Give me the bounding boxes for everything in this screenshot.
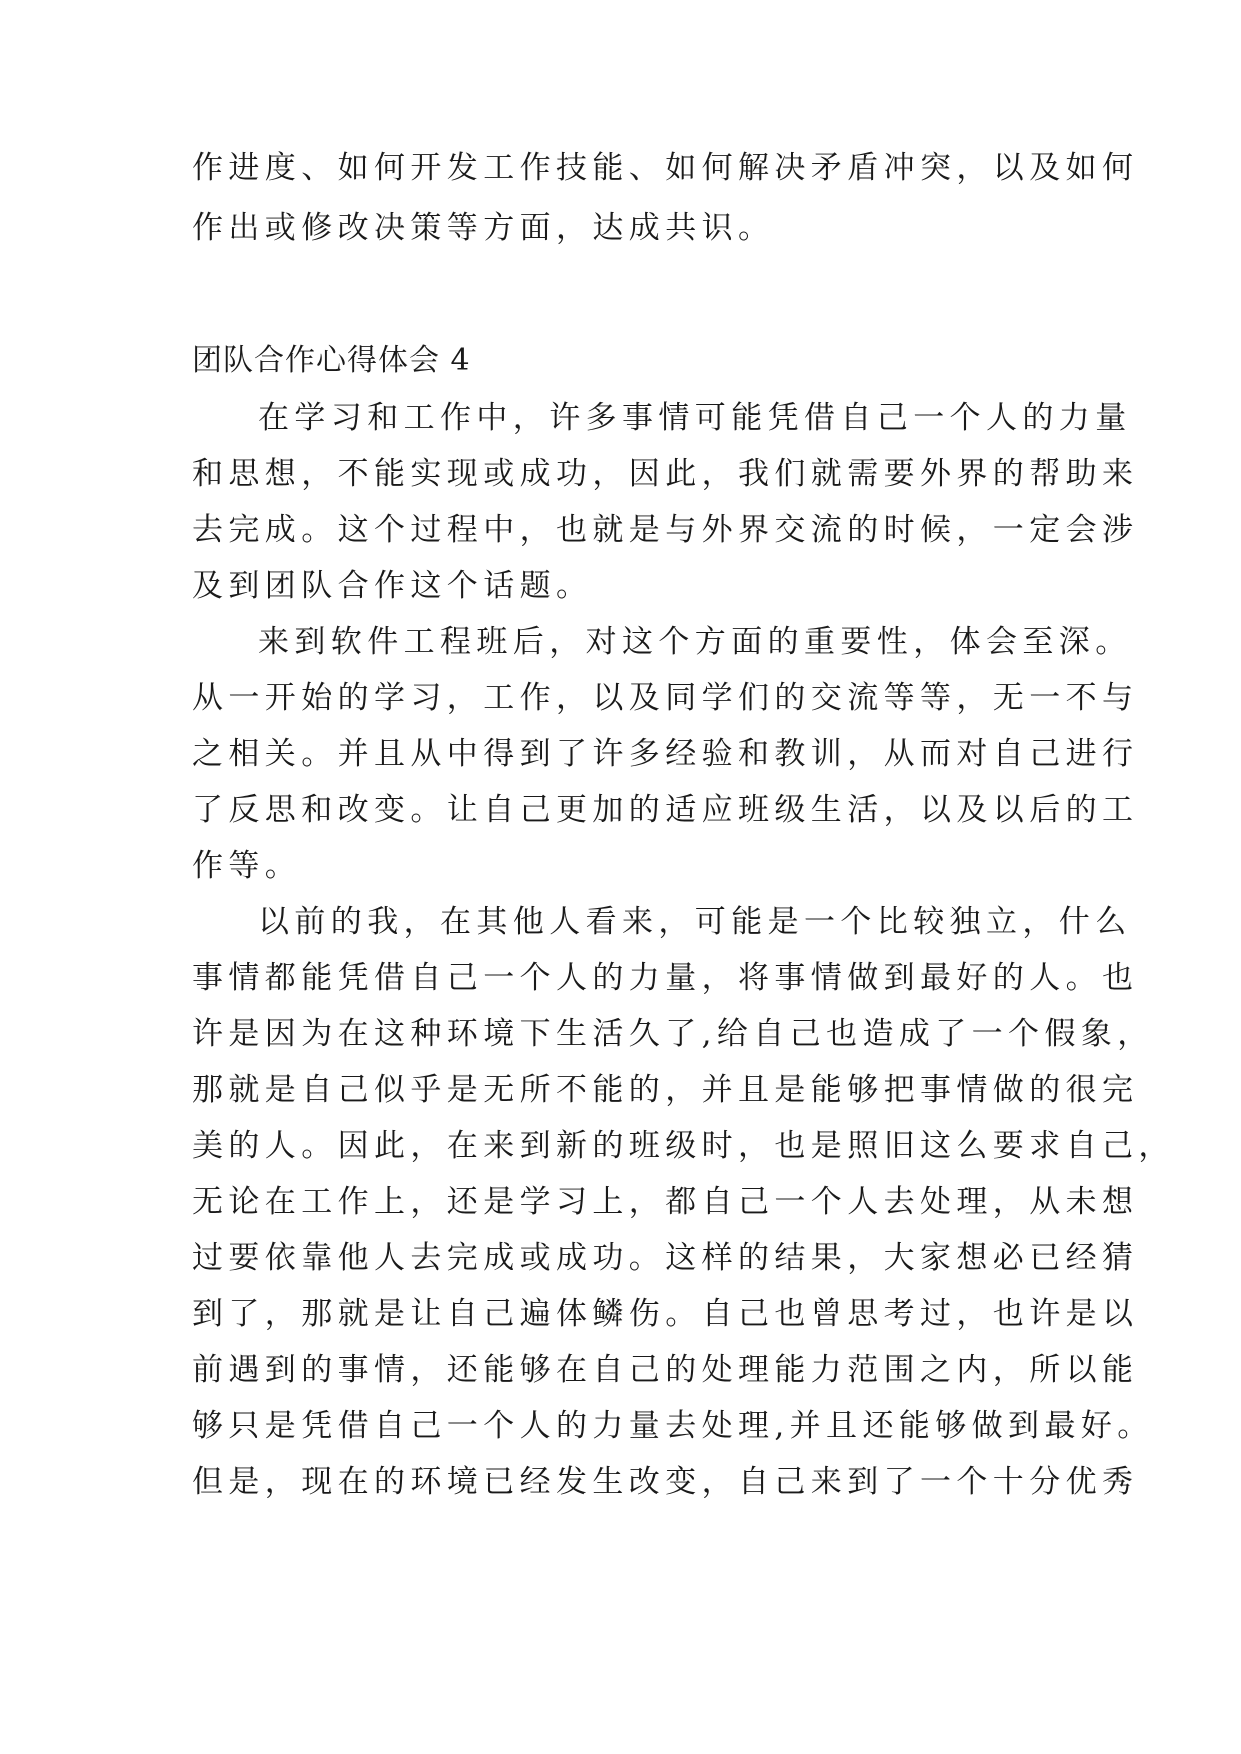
text-line: 事情都能凭借自己一个人的力量，将事情做到最好的人。也	[192, 960, 1139, 996]
text-line: 过要依靠他人去完成或成功。这样的结果，大家想必已经猜	[192, 1240, 1139, 1276]
text-line: 到了，那就是让自己遍体鳞伤。自己也曾思考过，也许是以	[192, 1296, 1139, 1332]
text-line: 以前的我，在其他人看来，可能是一个比较独立，什么	[258, 904, 1132, 940]
text-line: 之相关。并且从中得到了许多经验和教训，从而对自己进行	[192, 736, 1139, 772]
text-line: 作出或修改决策等方面，达成共识。	[192, 210, 775, 246]
text-line: 来到软件工程班后，对这个方面的重要性，体会至深。	[258, 624, 1132, 660]
section-heading: 团队合作心得体会 4	[192, 343, 471, 378]
text-line: 但是，现在的环境已经发生改变，自己来到了一个十分优秀	[192, 1464, 1139, 1500]
text-line: 够只是凭借自己一个人的力量去处理,并且还能够做到最好。	[192, 1408, 1154, 1444]
text-line: 和思想，不能实现或成功，因此，我们就需要外界的帮助来	[192, 456, 1139, 492]
text-line: 了反思和改变。让自己更加的适应班级生活，以及以后的工	[192, 792, 1139, 828]
text-line: 从一开始的学习，工作，以及同学们的交流等等，无一不与	[192, 680, 1139, 716]
text-line: 美的人。因此，在来到新的班级时，也是照旧这么要求自己，	[192, 1128, 1175, 1164]
text-line: 去完成。这个过程中，也就是与外界交流的时候，一定会涉	[192, 512, 1139, 548]
text-line: 许是因为在这种环境下生活久了,给自己也造成了一个假象，	[192, 1016, 1154, 1052]
text-line: 无论在工作上，还是学习上，都自己一个人去处理，从未想	[192, 1184, 1139, 1220]
text-line: 及到团队合作这个话题。	[192, 568, 593, 604]
text-line: 在学习和工作中，许多事情可能凭借自己一个人的力量	[258, 400, 1132, 436]
text-line: 那就是自己似乎是无所不能的，并且是能够把事情做的很完	[192, 1072, 1139, 1108]
text-line: 作等。	[192, 848, 302, 884]
text-line: 前遇到的事情，还能够在自己的处理能力范围之内，所以能	[192, 1352, 1139, 1388]
text-line: 作进度、如何开发工作技能、如何解决矛盾冲突，以及如何	[192, 150, 1139, 186]
